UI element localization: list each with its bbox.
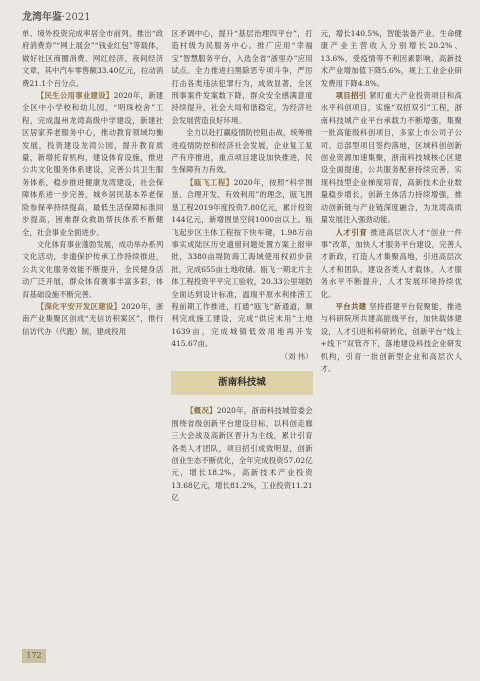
paragraph: 文化体育事业蓬勃发展，成功举办系列文化活动，非遗保护传承工作持续推进，公共文化服务效能不断提升，全民健身活动广泛开展，群众体育赛事丰富多彩，体育基础设施不断完善。 [22, 239, 164, 299]
paragraph: 项目招引 紧盯重大产业投资项目和高水平科创项目，实施“双招双引”工程，浙南科技城产业平台承载力不断增强，集聚一批高能级科创项目，多家上市公司子公司、总部型项目签约落地，区域科创创新创业资源加速集聚，浙南科技城核心区建设全面提速，公共服务配套持续完善，实现科技型企业梯度培育，高新技术企业数量稳步增长，创新主体活力持续增强，推动创新链与产业链深度融合，为龙湾高质量发展注入强劲动能。 [320, 91, 462, 225]
section-heading: 【民生公用事业建设】 [36, 91, 114, 101]
paragraph: 【瓯飞工程】2020年，按照“科学围垦、合理开发、有效利用”的理念，瓯飞围垦工程2019年度投资7.80亿元，累计投资144亿元，新增围垦空间1000亩以上。瓯飞起步区主体工程按下快车键，1.98万亩事实成陆区历史遗留问题处置方案上报审批，3380亩堤防海工海域使用权初步获批，完成655亩土地收储。瓯飞一期北片主体工程投资平平完工验收，20.33公里堤防全面达到设计标准，温瑞平原水利排涝工程前期工作推进，打通“瓯飞”新通道，顺利完成施工建设，完成“供应未用”土地1639亩，完成城镇低效用地再开发415.67亩。 [171, 177, 313, 349]
page-number: 172 [22, 649, 46, 663]
paragraph: 平台共建 坚持搭建平台促聚能，推进与科研院所共建高能级平台，加快载体建设，人才引进和科研转化，创新平台“线上+线下”双管齐下，落地建设科技企业研发机构，引育一批创新型企业和高层次人才。 [320, 301, 462, 373]
section-heading: 【概况】 [186, 406, 217, 416]
section-heading: 【深化平安开发区建设】 [36, 301, 122, 311]
journal-title: 龙湾年鉴 [22, 12, 62, 23]
paragraph: 【概况】2020年，浙南科技城管委会围绕省级创新平台建设目标，以科创走廊三大会战及高新区晋升为主线，累计引育各类人才团队，项目招引成效明显，创新创业生态不断优化，全年完成投资57.02亿元，增长18.2%，高新技术产业投资13.68亿元，增长81.2%，工业投资11.21亿 [171, 406, 313, 503]
paragraph: 【深化平安开发区建设】2020年，浙南产业集聚区创成“无信访积案区”，推行信访代办（代跑）制，建成投用 [22, 301, 164, 336]
subheading: 平台共建 [335, 301, 367, 311]
paragraph: 区矛调中心，提升“基层治理四平台”，打造村级为民服务中心。推广应用“幸福宝”智慧服务平台，入选全省“浙里办”应用试点。全力推进扫黑除恶专项斗争，严厉打击各类违法犯罪行为，成效显著，全区刑事案件发案数下降，群众安全感满意度持续提升，社会大局和谐稳定，为经济社会发展营造良好环境。 [171, 29, 313, 125]
paragraph: 人才引育 推进高层次人才“创业一件事”改革，加快人才服务平台建设，完善人才新政，打造人才集聚高地，引进高层次人才和团队，建设各类人才载体，人才服务水平不断提升，人才发展环境持续优化。 [320, 227, 462, 299]
paragraph: 单、境外投资完成率居全市前列。推出“政府消费券”“网上展会”“钱业红包”等载体，做好社区商圈消费、网红经济、夜间经济文章，其中汽车零售额33.40亿元，拉动消费21.1个百分点。 [22, 29, 164, 88]
article-columns [22, 28, 462, 643]
running-header [22, 8, 91, 23]
subheading: 人才引育 [335, 227, 368, 237]
paragraph: 元，增长140.5%，智能装备产业、生命健康产业主营收入分别增长20.2%、13.6%，受疫情等不利因素影响，高新技术产业增加值下降5.6%，规上工业企业研发费用下降4.8%。 [320, 29, 462, 88]
column-1 [22, 28, 163, 643]
paragraph: 全力以赴打赢疫情防控阻击战，统筹推进疫情防控和经济社会发展，企业复工复产有序推进，重点项目建设加快推进，民生保障有力有效。 [171, 128, 313, 175]
journal-year: ·2021 [62, 12, 91, 23]
subheading: 项目招引 [335, 91, 367, 101]
paragraph: 【民生公用事业建设】2020年，新建全区中小学校和幼儿园，“明珠校舍”工程，完成温州龙湾高级中学建设，新建社区居家养老服务中心，推动教育领域均衡发展，投资建设龙湾公园，提升教育质量，新增托育机构，建设体育设施，推进公共文化服务体系建设，完善公共卫生服务体系，稳步推进健康龙湾建设，社会保障体系进一步完善，城乡居民基本养老保险参保率持续提高，最低生活保障标准同步提高，困难群众救助帮扶体系不断健全，社会事业全面进步。 [22, 91, 164, 237]
author-credit: （刘 伟） [280, 351, 313, 361]
section-heading: 【瓯飞工程】 [186, 177, 234, 187]
column-2 [171, 28, 312, 643]
section-title-box: 浙南科技城 [171, 371, 312, 395]
column-3 [321, 28, 462, 643]
